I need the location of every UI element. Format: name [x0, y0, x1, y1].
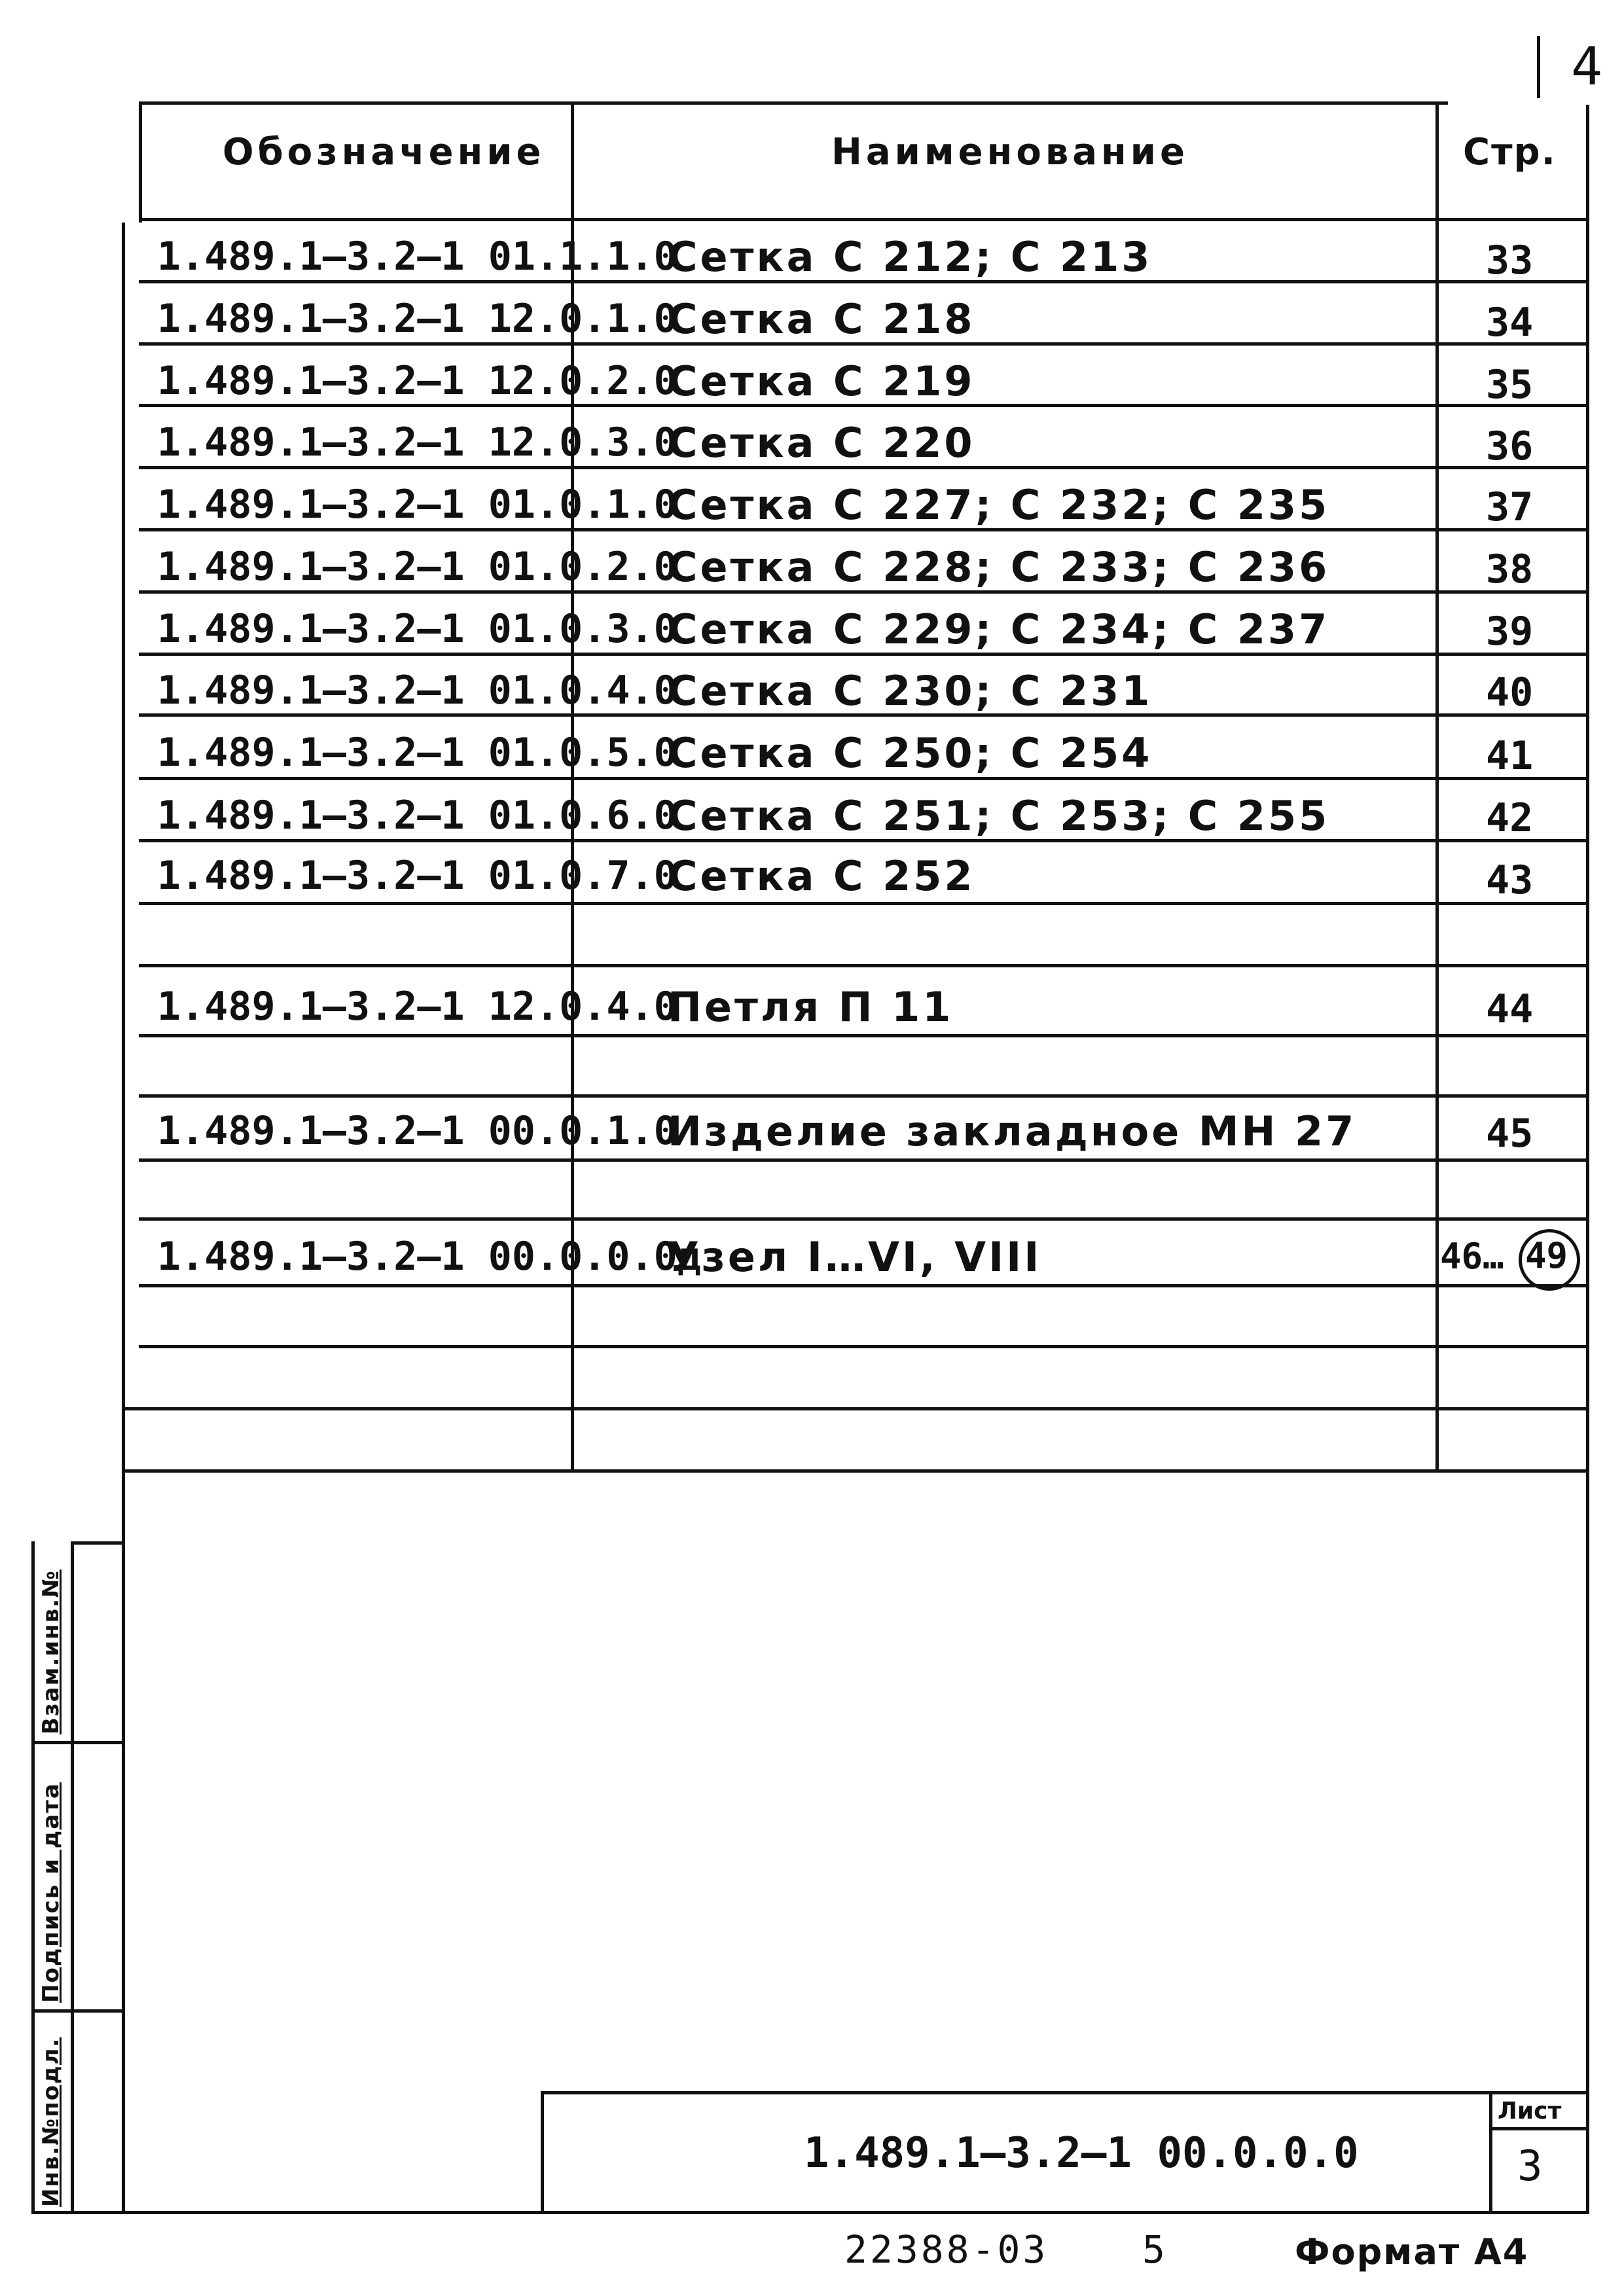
row-name: Сетка С 218 — [668, 295, 975, 343]
row-page: 40 — [1486, 670, 1534, 715]
stamp-inv-podl: Инв.№подл. — [38, 2037, 64, 2207]
row-name: Сетка С 212; С 213 — [668, 233, 1153, 281]
row-code: 1.489.1—3.2—1 01.0.2.0 — [157, 544, 677, 590]
row-page-range-end: 49 — [1525, 1235, 1568, 1276]
row-page: 38 — [1486, 547, 1534, 592]
row-page: 45 — [1486, 1111, 1534, 1157]
row-code: 1.489.1—3.2—1 12.0.2.0 — [157, 358, 677, 404]
copy-number: 5 — [1142, 2227, 1165, 2272]
row-name: Сетка С 252 — [668, 852, 975, 900]
row-name: Петля П 11 — [668, 983, 954, 1031]
sheet-label: Лист — [1498, 2098, 1562, 2125]
row-code: 1.489.1—3.2—1 12.0.3.0 — [157, 420, 677, 465]
document-code: 1.489.1—3.2—1 00.0.0.0 — [804, 2129, 1359, 2178]
header-designation: Обозначение — [223, 131, 545, 173]
row-name: Сетка С 251; С 253; С 255 — [668, 792, 1330, 840]
row-page: 37 — [1486, 484, 1534, 530]
row-name: Сетка С 229; С 234; С 237 — [668, 605, 1330, 653]
row-code: 1.489.1—3.2—1 01.0.6.0 — [157, 793, 677, 838]
row-code: 1.489.1—3.2—1 01.1.1.0 — [157, 234, 677, 279]
row-code: 1.489.1—3.2—1 01.0.1.0 — [157, 482, 677, 528]
row-page: 44 — [1486, 986, 1534, 1032]
row-page: 42 — [1486, 795, 1534, 841]
row-name: Сетка С 219 — [668, 357, 975, 405]
row-code: 1.489.1—3.2—1 00.0.1.0 — [157, 1108, 677, 1154]
row-page: 43 — [1486, 857, 1534, 903]
row-page: 33 — [1486, 238, 1534, 283]
row-page: 35 — [1486, 362, 1534, 408]
format-label: Формат А4 — [1295, 2231, 1529, 2272]
sheet-number: 3 — [1517, 2142, 1543, 2191]
corner-sheet-number: 4 — [1571, 36, 1603, 97]
stamp-vzam-inv: Взам.инв.№ — [38, 1570, 64, 1734]
row-page: 34 — [1486, 300, 1534, 346]
row-page: 36 — [1486, 423, 1534, 469]
row-name: Сетка С 230; С 231 — [668, 667, 1153, 715]
row-code: 1.489.1—3.2—1 00.0.0.0д — [157, 1234, 701, 1280]
row-page: 41 — [1486, 733, 1534, 779]
row-page-range-start: 46… — [1440, 1236, 1504, 1277]
row-name: Сетка С 228; С 233; С 236 — [668, 543, 1330, 591]
header-page: Стр. — [1463, 131, 1557, 173]
row-page: 39 — [1486, 609, 1534, 655]
row-code: 1.489.1—3.2—1 01.0.4.0 — [157, 668, 677, 713]
row-name: Узел I…VI, VIII — [668, 1233, 1042, 1281]
row-code: 1.489.1—3.2—1 01.0.7.0 — [157, 853, 677, 899]
row-code: 1.489.1—3.2—1 12.0.1.0 — [157, 296, 677, 342]
row-code: 1.489.1—3.2—1 01.0.5.0 — [157, 730, 677, 776]
row-name: Сетка С 220 — [668, 419, 975, 467]
stamp-podpis-data: Подпись и дата — [38, 1782, 64, 2003]
archive-number: 22388-03 — [844, 2227, 1049, 2272]
row-name: Изделие закладное МН 27 — [668, 1107, 1357, 1155]
row-name: Сетка С 250; С 254 — [668, 729, 1153, 777]
row-name: Сетка С 227; С 232; С 235 — [668, 481, 1330, 529]
header-name: Наименование — [831, 131, 1189, 173]
row-code: 1.489.1—3.2—1 01.0.3.0 — [157, 606, 677, 652]
row-code: 1.489.1—3.2—1 12.0.4.0 — [157, 984, 677, 1030]
